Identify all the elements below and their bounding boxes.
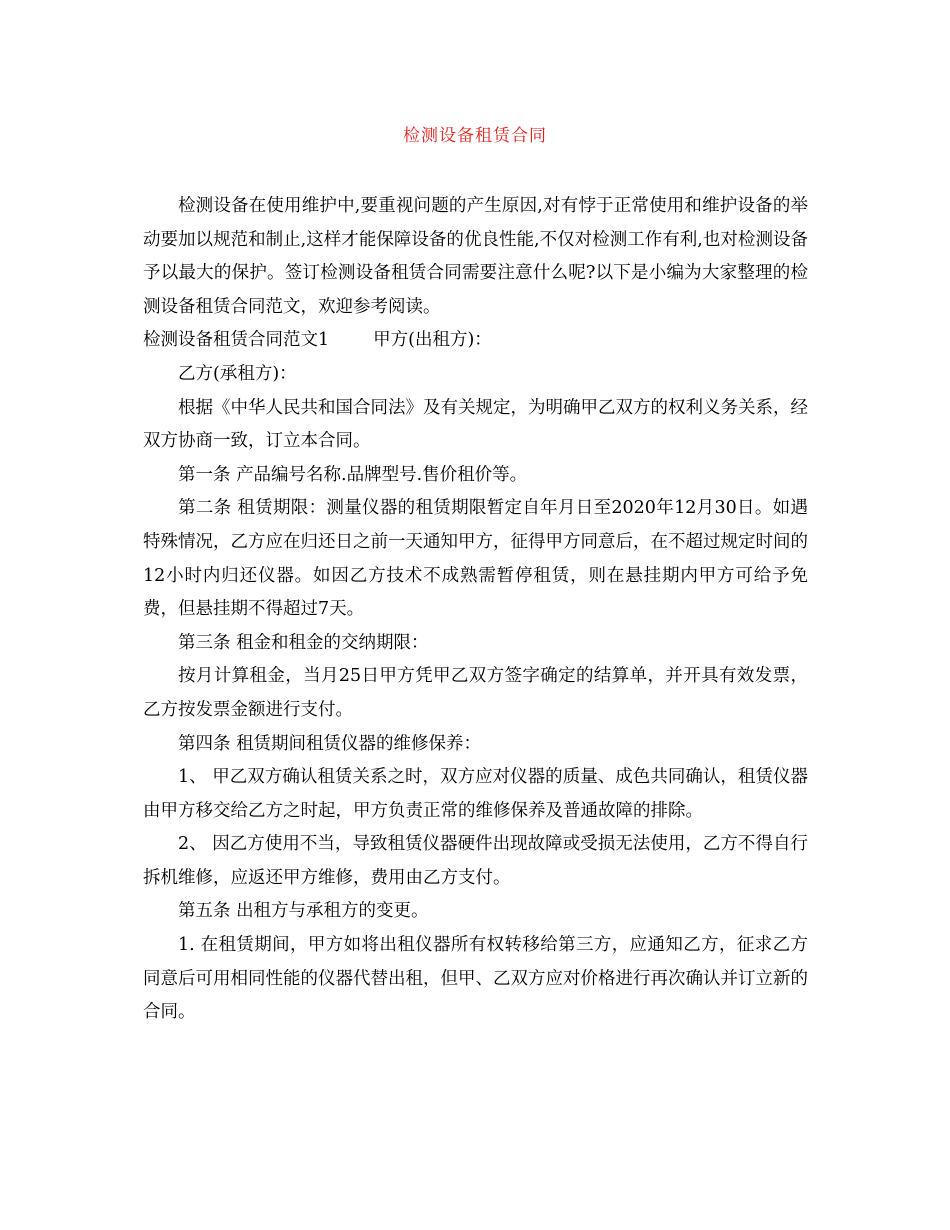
article-4-item-1: 1、 甲乙双方确认租赁关系之时，双方应对仪器的质量、成色共同确认，租赁仪器由甲方移交给乙方之时起，甲方负责正常的维修保养及普通故障的排除。: [143, 767, 808, 821]
preamble-paragraph: 根据《中华人民共和国合同法》及有关规定，为明确甲乙双方的权利义务关系，经双方协商一致，订立本合同。: [143, 397, 808, 452]
article-3-title: 第三条 租金和租金的交纳期限：: [178, 632, 429, 653]
intro-paragraph: 检测设备在使用维护中,要重视问题的产生原因,对有悖于正常使用和维护设备的举动要加以规范和制止,这样才能保障设备的优良性能,不仅对检测工作有利,也对检测设备予以最大的保护。签订检测设备租赁合同需要注意什么呢?以下是小编为大家整理的检测设备租赁合同范文，欢迎参考阅读。: [143, 196, 808, 317]
article-2: 第二条 租赁期限：测量仪器的租赁期限暂定自年月日至2020年12月30日。如遇特殊情况，乙方应在归还日之前一天通知甲方，征得甲方同意后，在不超过规定时间的12小时内归还仪器。如因乙方技术不成熟需暂停租赁，则在悬挂期内甲方可给予免费，但悬挂期不得超过7天。: [143, 498, 808, 620]
document-body: [143, 190, 808, 1030]
article-3-body: 按月计算租金，当月25日甲方凭甲乙双方签字确定的结算单，并开具有效发票，乙方按发票金额进行支付。: [143, 666, 808, 720]
sample-heading-row: [143, 324, 808, 358]
sample-heading: 检测设备租赁合同范文1: [143, 330, 330, 351]
party-b-label: 乙方(承租方)：: [178, 363, 297, 384]
article-4-title: 第四条 租赁期间租赁仪器的维修保养：: [178, 733, 482, 754]
document-title: 检测设备租赁合同: [403, 126, 547, 146]
article-4-item-2: 2、 因乙方使用不当，导致租赁仪器硬件出现故障或受损无法使用，乙方不得自行拆机维修，应返还甲方维修，费用由乙方支付。: [143, 834, 808, 888]
article-5-title: 第五条 出租方与承租方的变更。: [178, 901, 429, 922]
article-1: 第一条 产品编号名称.品牌型号.售价租价等。: [178, 464, 528, 485]
party-a-label: 甲方(出租方)：: [373, 330, 492, 351]
article-5-item-1: 1. 在租赁期间，甲方如将出租仪器所有权转移给第三方，应通知乙方，征求乙方同意后可用相同性能的仪器代替出租，但甲、乙双方应对价格进行再次确认并订立新的合同。: [143, 935, 808, 1023]
